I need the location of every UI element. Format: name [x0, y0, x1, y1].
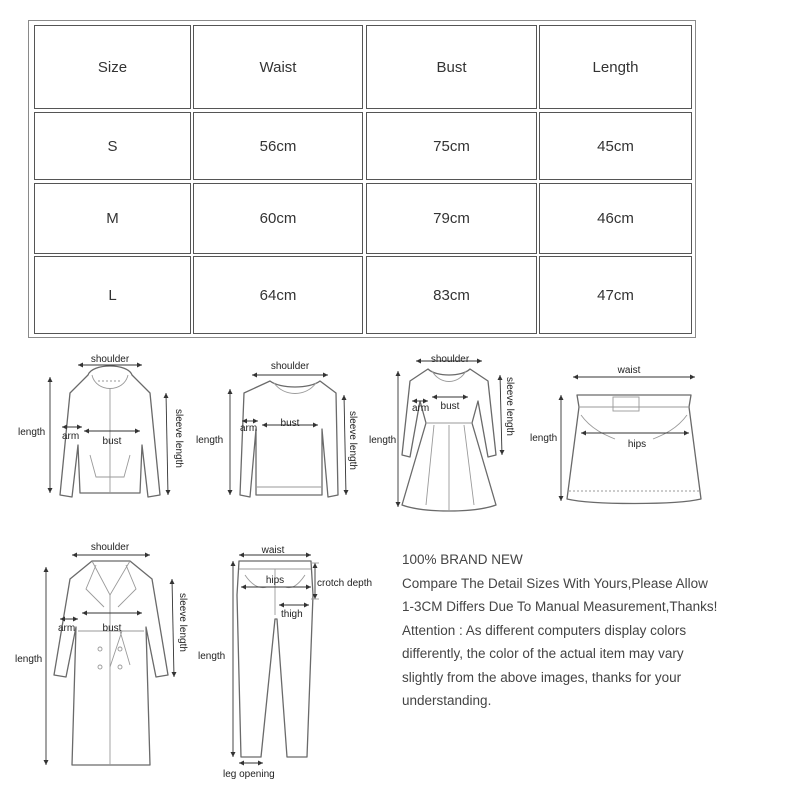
skirt-hips-label: hips [627, 439, 647, 450]
attention-note-line-1: Attention : As different computers display colors [402, 622, 687, 638]
skirt-length-label: length [530, 433, 558, 444]
pants-length-label: length [198, 651, 226, 662]
pants-leg-opening-label: leg opening [223, 769, 275, 780]
compare-note-line-2: 1-3CM Differs Due To Manual Measurement,Thanks! [402, 599, 718, 614]
coat-shoulder-label: shoulder [90, 542, 130, 553]
row-s-size: S [34, 112, 191, 180]
brand-new-note: 100% BRAND NEW [402, 552, 523, 567]
row-l-length: 47cm [539, 256, 692, 334]
dress-diagram [364, 345, 544, 525]
hoodie-diagram [0, 345, 200, 525]
attention-note-line-3: slightly from the above images, thanks for your [402, 669, 682, 685]
hoodie-arm-label: arm [62, 431, 80, 442]
pants-diagram [195, 535, 395, 785]
attention-note-line-2: differently, the color of the actual item may vary [402, 646, 684, 661]
row-l-waist: 64cm [193, 256, 363, 334]
row-m-length: 46cm [539, 183, 692, 254]
sweater-shoulder-label: shoulder [270, 361, 310, 372]
row-s-length: 45cm [539, 112, 692, 180]
row-l-size: L [34, 256, 191, 334]
sweater-bust-label: bust [280, 418, 300, 429]
pants-hips-label: hips [265, 575, 285, 586]
row-m-bust: 79cm [366, 183, 537, 254]
pants-thigh-label: thigh [281, 609, 303, 620]
product-notes [402, 548, 794, 713]
sweater-length-label: length [196, 435, 224, 446]
size-chart-table [28, 20, 696, 338]
dress-sleeve-length-label: sleeve length [504, 377, 515, 436]
skirt-diagram [525, 355, 725, 515]
hoodie-shoulder-label: shoulder [90, 354, 130, 365]
coat-bust-label: bust [102, 623, 122, 634]
header-waist: Waist [193, 25, 363, 109]
hoodie-bust-label: bust [102, 436, 122, 447]
header-length: Length [539, 25, 692, 109]
coat-length-label: length [15, 654, 43, 665]
sweater-diagram [190, 345, 390, 525]
hoodie-sleeve-length-label: sleeve length [173, 409, 184, 468]
coat-arm-label: arm [58, 623, 76, 634]
dress-length-label: length [369, 435, 397, 446]
pants-crotch-depth-label: crotch depth [317, 578, 373, 589]
sweater-sleeve-length-label: sleeve length [347, 411, 358, 470]
row-s-waist: 56cm [193, 112, 363, 180]
compare-note-line-1: Compare The Detail Sizes With Yours,Please Allow [402, 575, 708, 591]
sweater-arm-label: arm [240, 423, 258, 434]
coat-sleeve-length-label: sleeve length [177, 593, 188, 652]
skirt-waist-label: waist [617, 365, 641, 376]
hoodie-length-label: length [18, 427, 46, 438]
dress-bust-label: bust [440, 401, 460, 412]
row-m-size: M [34, 183, 191, 254]
header-size: Size [34, 25, 191, 109]
row-l-bust: 83cm [366, 256, 537, 334]
attention-note-line-4: understanding. [402, 693, 492, 708]
dress-shoulder-label: shoulder [430, 354, 470, 365]
dress-arm-label: arm [412, 403, 430, 414]
row-m-waist: 60cm [193, 183, 363, 254]
coat-diagram [0, 535, 200, 785]
pants-waist-label: waist [261, 545, 285, 556]
row-s-bust: 75cm [366, 112, 537, 180]
header-bust: Bust [366, 25, 537, 109]
